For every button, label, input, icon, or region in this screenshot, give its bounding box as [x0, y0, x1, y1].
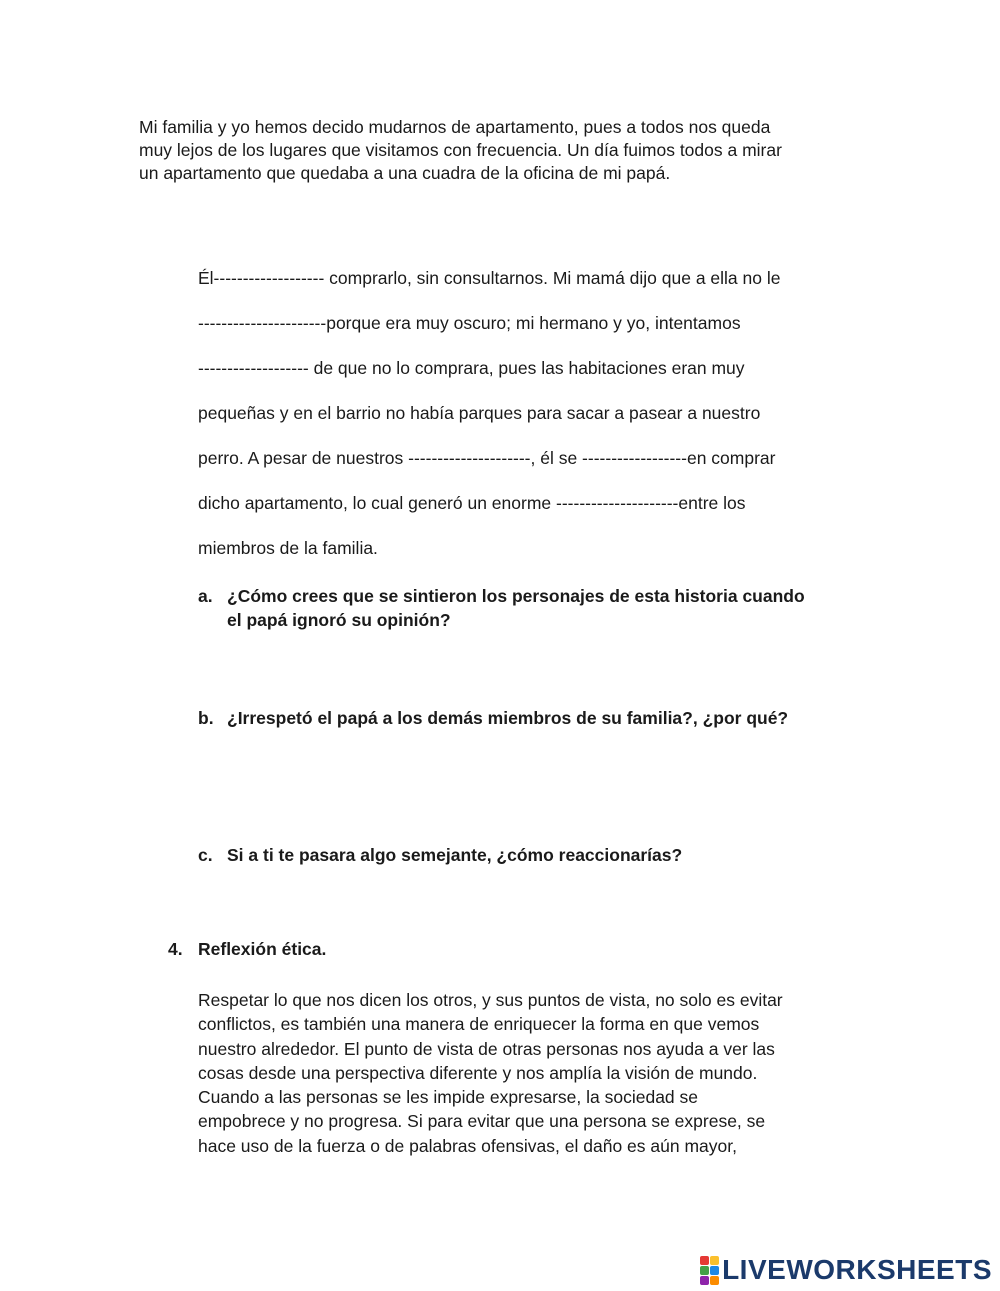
- question-text: el papá ignoró su opinión?: [227, 610, 451, 630]
- question-label: c.: [198, 845, 213, 865]
- story-line: miembros de la familia.: [198, 538, 378, 558]
- logo-block: [700, 1256, 709, 1265]
- question-text: ¿Irrespetó el papá a los demás miembros de su familia?, ¿por qué?: [227, 708, 789, 728]
- intro-line: Mi familia y yo hemos decido mudarnos de apartamento, pues a todos nos queda: [139, 117, 771, 137]
- intro-line: muy lejos de los lugares que visitamos con frecuencia. Un día fuimos todos a mirar: [139, 140, 782, 160]
- logo-block: [700, 1266, 709, 1275]
- section-title: Reflexión ética.: [198, 939, 327, 959]
- question-text: Si a ti te pasara algo semejante, ¿cómo reaccionarías?: [227, 845, 683, 865]
- reflection-line: conflictos, es también una manera de enriquecer la forma en que vemos: [198, 1014, 760, 1035]
- intro-line: un apartamento que quedaba a una cuadra de la oficina de mi papá.: [139, 163, 671, 183]
- logo-block: [700, 1276, 709, 1285]
- story-line: Él------------------- comprarlo, sin consultarnos. Mi mamá dijo que a ella no le: [198, 268, 781, 288]
- liveworksheets-logo: [700, 1253, 992, 1287]
- reflection-paragraph: [198, 988, 878, 1158]
- liveworksheets-logo-icon: [700, 1256, 719, 1285]
- story-line: ----------------------porque era muy oscuro; mi hermano y yo, intentamos: [198, 313, 741, 333]
- question-text: ¿Cómo crees que se sintieron los personajes de esta historia cuando: [227, 586, 805, 606]
- logo-block: [710, 1266, 719, 1275]
- reflection-line: empobrece y no progresa. Si para evitar que una persona se exprese, se: [198, 1111, 766, 1132]
- reflection-line: nuestro alrededor. El punto de vista de otras personas nos ayuda a ver las: [198, 1038, 775, 1059]
- story-line: ------------------- de que no lo comprara, pues las habitaciones eran muy: [198, 358, 745, 378]
- logo-text: LIVEWORKSHEETS: [722, 1254, 992, 1285]
- story-line: perro. A pesar de nuestros ---------------------, él se ------------------en comprar: [198, 448, 776, 468]
- reflection-line: Respetar lo que nos dicen los otros, y sus puntos de vista, no solo es evitar: [198, 990, 783, 1010]
- reflection-line: hace uso de la fuerza o de palabras ofensivas, el daño es aún mayor,: [198, 1135, 737, 1156]
- reflection-line: Cuando a las personas se les impide expresarse, la sociedad se: [198, 1087, 699, 1108]
- reflection-line: cosas desde una perspectiva diferente y nos amplía la visión de mundo.: [198, 1062, 758, 1083]
- question-label: b.: [198, 708, 214, 728]
- question-label: a.: [198, 586, 213, 606]
- logo-block: [710, 1256, 719, 1265]
- logo-block: [710, 1276, 719, 1285]
- section-number: 4.: [168, 939, 183, 959]
- story-line: pequeñas y en el barrio no había parques para sacar a pasear a nuestro: [198, 403, 761, 423]
- intro-paragraph: [139, 116, 869, 185]
- story-line: dicho apartamento, lo cual generó un enorme ---------------------entre los: [198, 493, 746, 513]
